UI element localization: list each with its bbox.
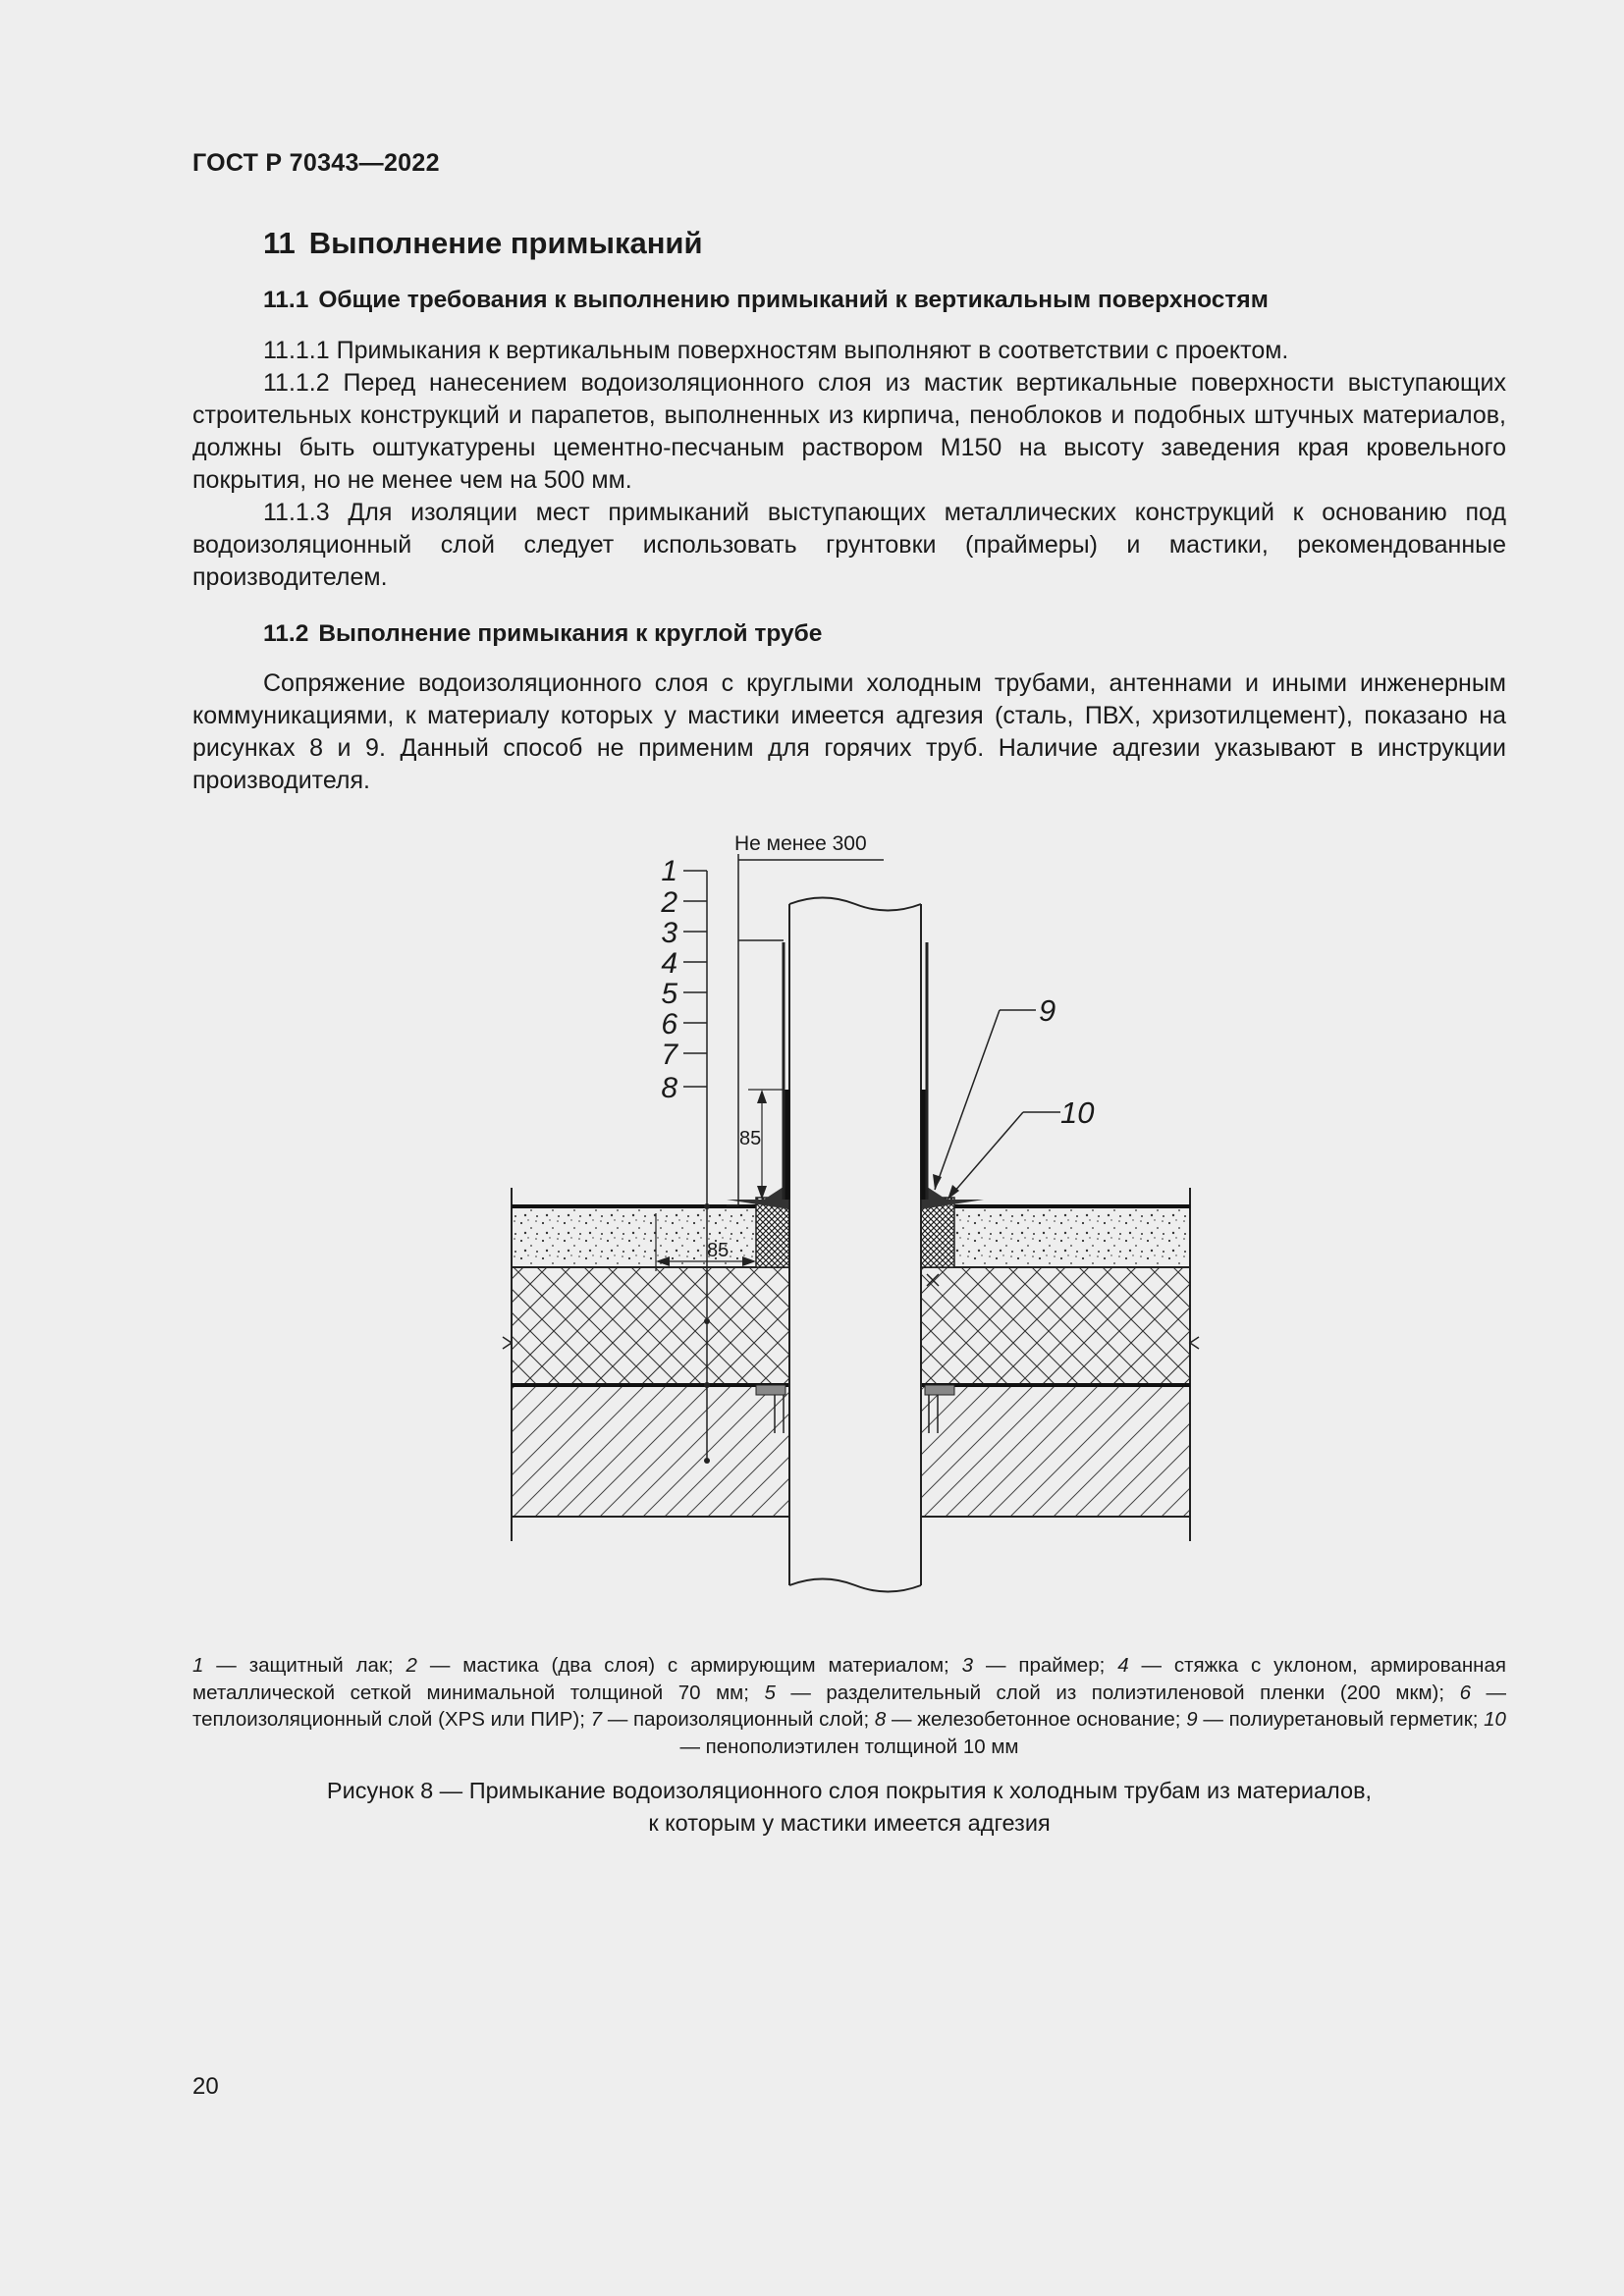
caption-line-2: к которым у мастики имеется адгезия	[648, 1810, 1051, 1836]
legend-num: 7	[590, 1708, 603, 1731]
legend-num: 5	[764, 1681, 776, 1704]
pipe	[784, 898, 927, 1592]
caption-line-1: Рисунок 8 — Примыкание водоизоляционного слоя покрытия к холодным трубам из материалов,	[326, 1778, 1373, 1803]
legend-text: — мастика (два слоя) с армирующим материалом;	[416, 1654, 962, 1677]
dim-label-300: Не менее 300	[734, 832, 867, 855]
subsection-title: Выполнение примыкания к круглой трубе	[318, 620, 823, 647]
legend-text: — праймер;	[973, 1654, 1118, 1677]
legend-num: 3	[961, 1654, 974, 1677]
label-3: 3	[661, 917, 677, 949]
legend-text: — пенополиэтилен толщиной 10 мм	[679, 1735, 1019, 1758]
legend-num: 9	[1186, 1708, 1198, 1731]
label-8: 8	[661, 1072, 677, 1104]
figure-caption	[192, 1775, 1506, 1840]
dim-label-85-h: 85	[707, 1240, 730, 1261]
legend-num: 8	[874, 1708, 887, 1731]
label-6: 6	[661, 1008, 677, 1041]
subsection-number: 11.1	[263, 287, 309, 313]
legend-text: — железобетонное основание;	[886, 1708, 1187, 1731]
paragraph-11-1-2: 11.1.2 Перед нанесением водоизоляционного слоя из мастик вертикальные поверхности выступающих строительных конструкций и парапетов, выполненных из кирпича, пеноблоков и подобных штучных материалов, должны быть оштукатурены цементно-песчаным раствором М150 на высоту заведения края кровельного покрытия, но не менее чем на 500 мм.	[192, 369, 1506, 494]
right-label-leaders	[933, 1010, 1060, 1200]
legend-num: 2	[406, 1654, 417, 1677]
legend-num: 1	[192, 1654, 204, 1677]
figure-legend	[192, 1652, 1506, 1760]
document-header: ГОСТ Р 70343—2022	[192, 149, 440, 177]
section-number: 11	[263, 226, 296, 260]
label-1: 1	[661, 855, 677, 887]
section-title: Выполнение примыканий	[308, 226, 703, 260]
paragraph-11-1-1: 11.1.1 Примыкания к вертикальным поверхностям выполняют в соответствии с проектом.	[263, 337, 1289, 364]
dimension-85-vertical	[739, 1090, 784, 1200]
label-4: 4	[661, 947, 677, 980]
paragraph-11-1-3: 11.1.3 Для изоляции мест примыканий выступающих металлических конструкций к основанию под водоизоляционный слой следует использовать грунтовки (праймеры) и мастики, рекомендованные производителем.	[192, 499, 1506, 591]
dim-label-85-v: 85	[739, 1128, 762, 1149]
right-labels	[1039, 993, 1094, 1130]
legend-text: — стяжка с уклоном, армированная металлической сеткой минимальной толщиной 70 мм;	[192, 1654, 1506, 1704]
label-9: 9	[1039, 993, 1056, 1028]
legend-text: — пароизоляционный слой;	[602, 1708, 875, 1731]
subsection-number: 11.2	[263, 620, 309, 647]
label-5: 5	[661, 978, 677, 1010]
right-layers	[921, 1183, 1190, 1541]
legend-text: — разделительный слой из полиэтиленовой пленки (200 мкм);	[775, 1681, 1460, 1704]
page-number: 20	[192, 2073, 219, 2100]
legend-text: — защитный лак;	[203, 1654, 406, 1677]
left-labels	[660, 855, 678, 1104]
label-2: 2	[661, 886, 677, 919]
left-layers	[512, 1183, 789, 1541]
legend-num: 10	[1484, 1708, 1506, 1731]
legend-num: 4	[1117, 1654, 1129, 1677]
legend-num: 6	[1459, 1681, 1471, 1704]
paragraph-11-2: Сопряжение водоизоляционного слоя с круглыми холодным трубами, антеннами и иными инженерным коммуникациями, к материалу которых у мастики имеется адгезия (сталь, ПВХ, хризотилцемент), показано на рисунках 8 и 9. Данный способ не применим для горячих труб. Наличие адгезии указывают в инструкции производителя.	[192, 669, 1506, 794]
subsection-title: Общие требования к выполнению примыканий к вертикальным поверхностям	[318, 287, 1269, 313]
legend-text: — теплоизоляционный слой (XPS или ПИР);	[192, 1681, 1507, 1731]
label-7: 7	[661, 1039, 677, 1071]
legend-text: — полиуретановый герметик;	[1197, 1708, 1485, 1731]
label-10: 10	[1060, 1095, 1095, 1130]
